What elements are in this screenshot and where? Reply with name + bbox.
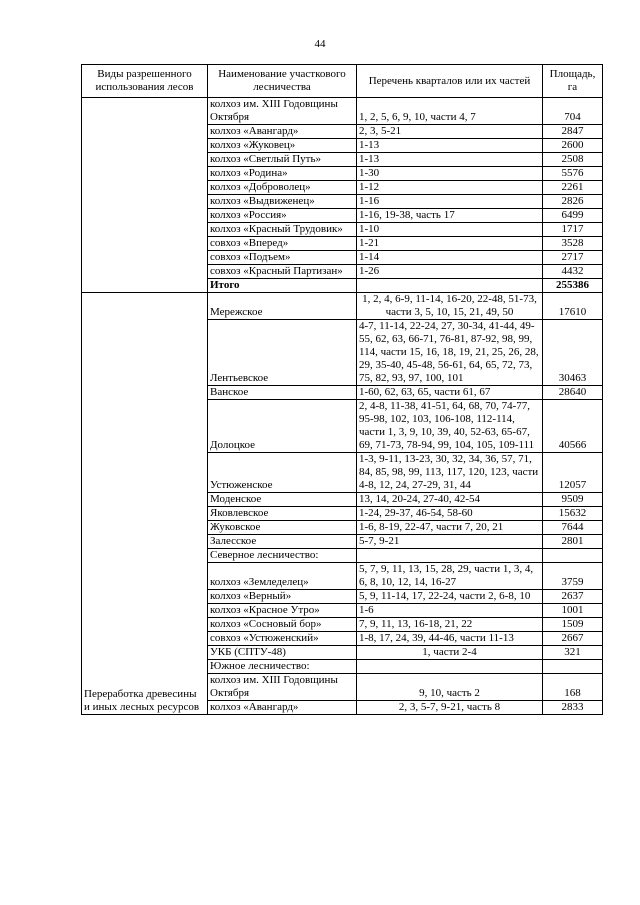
table-row [82, 293, 603, 320]
total-area-cell: 255386 [543, 279, 603, 293]
forestry-name-cell: колхоз «Выдвиженец» [208, 195, 357, 209]
quarters-cell: 5, 7, 9, 11, 13, 15, 28, 29, части 1, 3, 4, 6, 8, 10, 12, 14, 16-27 [357, 563, 543, 590]
quarters-cell: 1-16, 19-38, часть 17 [357, 209, 543, 223]
quarters-cell: 1-10 [357, 223, 543, 237]
quarters-cell: 1-3, 9-11, 13-23, 30, 32, 34, 36, 57, 71, 84, 85, 98, 99, 113, 117, 120, 123, части 4-8, 12, 24, 27-29, 31, 44 [357, 453, 543, 493]
area-cell: 2717 [543, 251, 603, 265]
quarters-cell: 5, 9, 11-14, 17, 22-24, части 2, 6-8, 10 [357, 590, 543, 604]
forestry-name-cell: колхоз «Доброволец» [208, 181, 357, 195]
subheading-area-empty [543, 660, 603, 674]
forestry-name-cell: колхоз «Земледелец» [208, 563, 357, 590]
quarters-cell: 2, 3, 5-21 [357, 125, 543, 139]
area-cell: 2826 [543, 195, 603, 209]
forestry-name-cell: колхоз «Верный» [208, 590, 357, 604]
area-cell: 30463 [543, 320, 603, 386]
forestry-name-cell: Долоцкое [208, 400, 357, 453]
area-cell: 2833 [543, 701, 603, 715]
forestry-name-cell: совхоз «Устюженский» [208, 632, 357, 646]
area-cell: 3528 [543, 237, 603, 251]
forestry-name-cell: Устюженское [208, 453, 357, 493]
forest-use-table [81, 64, 603, 715]
forestry-name-cell: колхоз им. XIII Годовщины Октября [208, 98, 357, 125]
forestry-name-cell: Яковлевское [208, 507, 357, 521]
forestry-name-cell: Залесское [208, 535, 357, 549]
quarters-cell: 1, части 2-4 [357, 646, 543, 660]
subheading-area-empty [543, 549, 603, 563]
quarters-cell: 1-13 [357, 139, 543, 153]
quarters-cell: 13, 14, 20-24, 27-40, 42-54 [357, 493, 543, 507]
area-cell: 2801 [543, 535, 603, 549]
header-quarters: Перечень кварталов или их частей [357, 65, 543, 98]
table-row [82, 98, 603, 125]
quarters-cell: 1-21 [357, 237, 543, 251]
forestry-name-cell: УКБ (СПТУ-48) [208, 646, 357, 660]
area-cell: 704 [543, 98, 603, 125]
subheading-quarters-empty [357, 549, 543, 563]
quarters-cell: 9, 10, часть 2 [357, 674, 543, 701]
header-use-type: Виды разрешенного использования лесов [82, 65, 208, 98]
header-forestry: Наименование участкового лесничества [208, 65, 357, 98]
quarters-cell: 1-12 [357, 181, 543, 195]
forestry-name-cell: колхоз «Авангард» [208, 125, 357, 139]
quarters-cell: 7, 9, 11, 13, 16-18, 21, 22 [357, 618, 543, 632]
subheading-cell: Северное лесничество: [208, 549, 357, 563]
forestry-name-cell: колхоз «Светлый Путь» [208, 153, 357, 167]
area-cell: 2847 [543, 125, 603, 139]
quarters-cell: 1, 2, 5, 6, 9, 10, части 4, 7 [357, 98, 543, 125]
forestry-name-cell: колхоз «Сосновый бор» [208, 618, 357, 632]
header-area: Площадь, га [543, 65, 603, 98]
quarters-cell: 1-6, 8-19, 22-47, части 7, 20, 21 [357, 521, 543, 535]
forestry-name-cell: колхоз им. XIII Годовщины Октября [208, 674, 357, 701]
area-cell: 1001 [543, 604, 603, 618]
quarters-cell: 1-26 [357, 265, 543, 279]
area-cell: 12057 [543, 453, 603, 493]
forestry-name-cell: колхоз «Жуковец» [208, 139, 357, 153]
use-type-cell: Переработка древесины и иных лесных ресурсов [82, 293, 208, 715]
quarters-cell: 1-30 [357, 167, 543, 181]
quarters-cell: 1, 2, 4, 6-9, 11-14, 16-20, 22-48, 51-73, части 3, 5, 10, 15, 21, 49, 50 [357, 293, 543, 320]
total-label-cell: Итого [208, 279, 357, 293]
quarters-cell: 5-7, 9-21 [357, 535, 543, 549]
area-cell: 7644 [543, 521, 603, 535]
area-cell: 28640 [543, 386, 603, 400]
forestry-name-cell: колхоз «Родина» [208, 167, 357, 181]
area-cell: 6499 [543, 209, 603, 223]
quarters-cell: 1-16 [357, 195, 543, 209]
forestry-name-cell: колхоз «Красное Утро» [208, 604, 357, 618]
forestry-name-cell: Моденское [208, 493, 357, 507]
quarters-cell: 4-7, 11-14, 22-24, 27, 30-34, 41-44, 49-55, 62, 63, 66-71, 76-81, 87-92, 98, 99, 114, части 15, 16, 18, 19, 21, 25, 26, 28, 29, 35-40, 45-48, 56-61, 64, 65, 72, 73, 75, 82, 93, 97, 100, 101 [357, 320, 543, 386]
forestry-name-cell: Мережское [208, 293, 357, 320]
area-cell: 1717 [543, 223, 603, 237]
use-type-cell-empty [82, 98, 208, 293]
quarters-cell: 2, 3, 5-7, 9-21, часть 8 [357, 701, 543, 715]
area-cell: 321 [543, 646, 603, 660]
area-cell: 17610 [543, 293, 603, 320]
forestry-name-cell: Лентьевское [208, 320, 357, 386]
quarters-cell: 1-24, 29-37, 46-54, 58-60 [357, 507, 543, 521]
quarters-cell: 1-6 [357, 604, 543, 618]
forestry-name-cell: совхоз «Подъем» [208, 251, 357, 265]
area-cell: 1509 [543, 618, 603, 632]
area-cell: 40566 [543, 400, 603, 453]
area-cell: 2508 [543, 153, 603, 167]
quarters-cell: 2, 4-8, 11-38, 41-51, 64, 68, 70, 74-77, 95-98, 102, 103, 106-108, 112-114, части 1, 3, 9, 10, 39, 40, 52-63, 65-67, 69, 71-73, 78-94, 99, 104, 105, 109-111 [357, 400, 543, 453]
forestry-name-cell: совхоз «Вперед» [208, 237, 357, 251]
forestry-name-cell: колхоз «Красный Трудовик» [208, 223, 357, 237]
quarters-cell: 1-60, 62, 63, 65, части 61, 67 [357, 386, 543, 400]
area-cell: 3759 [543, 563, 603, 590]
quarters-cell: 1-13 [357, 153, 543, 167]
quarters-cell: 1-14 [357, 251, 543, 265]
area-cell: 5576 [543, 167, 603, 181]
total-quarters-cell-empty [357, 279, 543, 293]
quarters-cell: 1-8, 17, 24, 39, 44-46, части 11-13 [357, 632, 543, 646]
area-cell: 2637 [543, 590, 603, 604]
area-cell: 4432 [543, 265, 603, 279]
forestry-name-cell: Жуковское [208, 521, 357, 535]
table-body [82, 98, 603, 715]
forestry-name-cell: совхоз «Красный Партизан» [208, 265, 357, 279]
area-cell: 15632 [543, 507, 603, 521]
area-cell: 168 [543, 674, 603, 701]
forestry-name-cell: Ванское [208, 386, 357, 400]
page-number: 44 [314, 38, 326, 50]
table-header-row [82, 65, 603, 98]
forestry-name-cell: колхоз «Авангард» [208, 701, 357, 715]
area-cell: 2261 [543, 181, 603, 195]
subheading-cell: Южное лесничество: [208, 660, 357, 674]
area-cell: 2667 [543, 632, 603, 646]
subheading-quarters-empty [357, 660, 543, 674]
area-cell: 2600 [543, 139, 603, 153]
forestry-name-cell: колхоз «Россия» [208, 209, 357, 223]
area-cell: 9509 [543, 493, 603, 507]
